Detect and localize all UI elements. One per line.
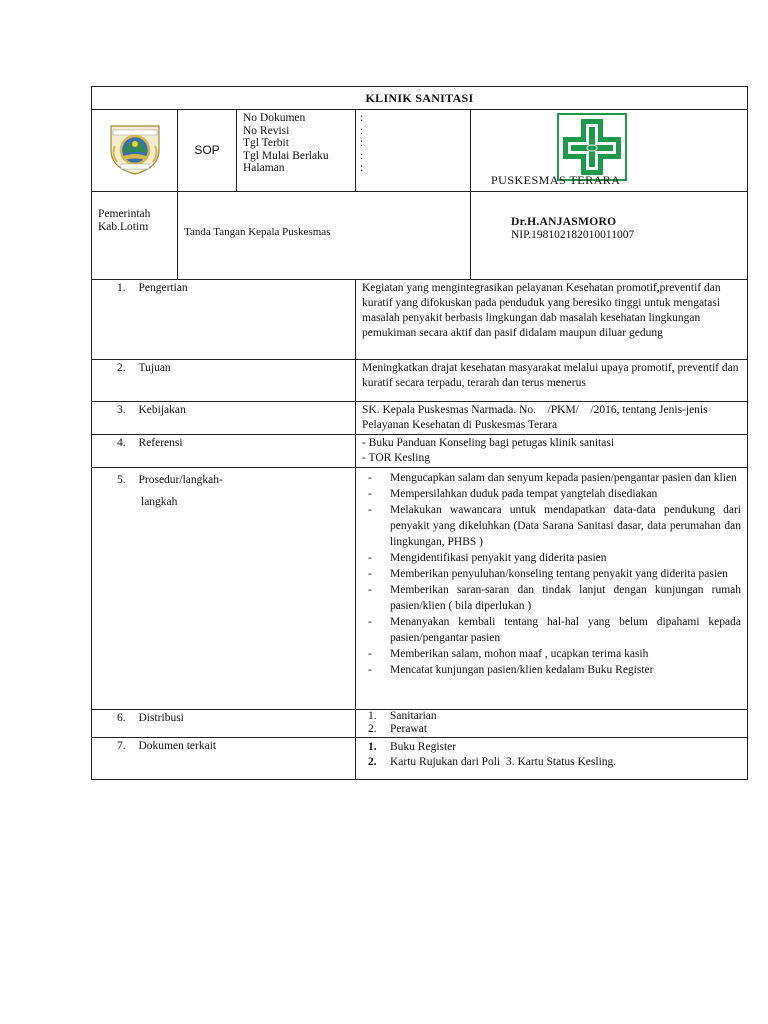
row-value-kebijakan: SK. Kepala Puskesmas Narmada. No. /PKM/ /2016, tentang Jenis-jenis Pelayanan Kesehatan di Puskesmas Terara (356, 402, 748, 435)
list-item: - Mencatat kunjungan pasien/klien kedalam Buku Register (368, 664, 654, 676)
head-of-puskesmas (471, 192, 748, 280)
row-label: 1. Pengertian (92, 280, 356, 360)
row-label: 3. Kebijakan (92, 402, 356, 435)
row-value-distribusi (356, 710, 748, 738)
list-item: - Memberikan salam, mohon maaf , ucapkan terima kasih (368, 648, 649, 660)
field-tgl-mulai-berlaku: Tgl Mulai Berlaku (243, 149, 329, 162)
signature-label: Tanda Tangan Kepala Puskesmas (178, 192, 471, 280)
colon: : (360, 112, 364, 124)
head-name: Dr.H.ANJASMORO (511, 216, 617, 228)
list-item: - Memberikan penyuluhan/konseling tentang penyakit yang diderita pasien (368, 568, 728, 580)
colon: : (360, 149, 364, 162)
field-no-revisi: No Revisi (243, 124, 290, 137)
table-row (92, 280, 748, 360)
government-label (92, 192, 178, 280)
regency-emblem-icon (107, 120, 163, 176)
list-item: - Memberikan saran-saran dan tindak lanjut dengan kunjungan rumah pasien/klien ( bila diperlukan ) (368, 584, 741, 612)
puskesmas-name: PUSKESMAS TERARA (491, 173, 621, 187)
row-value-referensi: - Buku Panduan Konseling bagi petugas klinik sanitasi - TOR Kesling (356, 435, 748, 468)
list-item: - Menanyakan kembali tentang hal-hal yang belum dipahami kepada pasien/pengantar pasien (368, 616, 741, 644)
field-no-dokumen: No Dokumen (243, 112, 306, 124)
field-tgl-terbit: Tgl Terbit (243, 137, 289, 149)
sop-table (91, 86, 748, 780)
list-item: 1. Sanitarian (368, 710, 437, 722)
row-value-prosedur (356, 468, 748, 710)
field-halaman: Halaman (243, 162, 285, 174)
list-item: - Mempersilahkan duduk pada tempat yangtelah disediakan (368, 488, 658, 500)
row-value-tujuan: Meningkatkan drajat kesehatan masyarakat melalui upaya promotif, preventif dan kuratif secara terpadu, terarah dan terus menerus (356, 360, 748, 402)
list-item: 1. Buku Register (368, 741, 457, 753)
colon: : (360, 124, 364, 137)
doc-field-values (356, 110, 471, 192)
table-row (92, 738, 748, 780)
table-row (92, 468, 748, 710)
doc-fields (237, 110, 356, 192)
colon: : (360, 162, 364, 174)
list-item: - Mengidentifikasi penyakit yang diderita pasien (368, 552, 607, 564)
procedure-steps (356, 468, 747, 680)
sop-label: SOP (178, 110, 237, 192)
head-nip: NIP.198102182010011007 (511, 228, 635, 241)
colon: : (360, 137, 364, 149)
list-item: - Melakukan wawancara untuk mendapatkan data-data pendukung dari penyakit yang dikeluhkan (Data Sarana Sanitasi dasar, data perumahan dan lingkungan, PHBS ) (368, 504, 741, 548)
table-row (92, 360, 748, 402)
puskesmas-logo-cell (471, 110, 748, 192)
row-label: 4. Referensi (92, 435, 356, 468)
table-row (92, 402, 748, 435)
row-label: 6. Distribusi (92, 710, 356, 738)
list-item: 2. Kartu Rujukan dari Poli 3. Kartu Status Kesling. (368, 756, 617, 768)
table-row (92, 435, 748, 468)
regency-logo-cell (92, 110, 178, 192)
pemerintah-line: Pemerintah (98, 208, 151, 220)
row-label: 7. Dokumen terkait (92, 738, 356, 780)
list-item: 2. Perawat (368, 723, 428, 735)
document-title: KLINIK SANITASI (92, 87, 748, 110)
table-row (92, 710, 748, 738)
list-item: - Mengucapkan salam dan senyum kepada pasien/pengantar pasien dan klien (368, 472, 737, 484)
sop-document (91, 86, 747, 780)
row-value-pengertian: Kegiatan yang mengintegrasikan pelayanan Kesehatan promotif,preventif dan kuratif yang difokuskan pada penduduk yang beresiko tinggi untuk mengatasi masalah penyakit berbasis lingkungan dab masalah kesehatan lingkungan pemukiman secara aktif dan pasif didalam maupun diluar gedung (356, 280, 748, 360)
row-label: 5. Prosedur/langkah- langkah (92, 468, 356, 710)
kab-lotim-line: Kab.Lotim (98, 220, 149, 233)
row-label: 2. Tujuan (92, 360, 356, 402)
row-value-dokumen-terkait (356, 738, 748, 780)
